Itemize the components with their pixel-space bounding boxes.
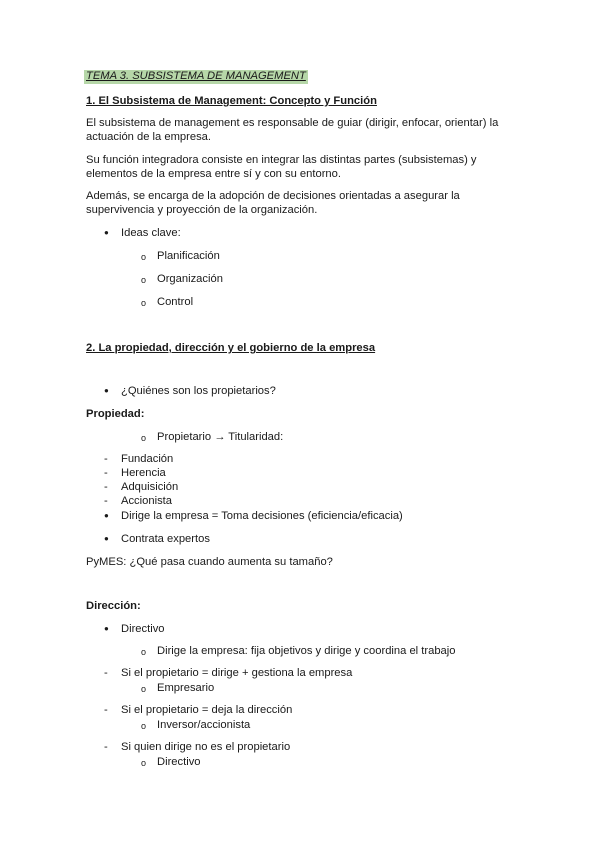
pymes-question: PyMES: ¿Qué pasa cuando aumenta su tamaño? xyxy=(86,556,333,568)
dash-item-herencia: Herencia xyxy=(121,467,166,479)
contrata-item: Contrata expertos xyxy=(121,533,210,545)
circle-bullet-icon: o xyxy=(141,721,147,731)
dash-icon: - xyxy=(104,495,108,507)
dash-icon: - xyxy=(104,667,108,679)
paragraph-1-line-1: El subsistema de management es responsable de guiar (dirigir, enfocar, orientar) la xyxy=(86,117,499,129)
idea-item-organizacion: Organización xyxy=(157,273,223,285)
dash-icon: - xyxy=(104,467,108,479)
paragraph-3-line-2: supervivencia y proyección de la organización. xyxy=(86,204,318,216)
idea-item-planificacion: Planificación xyxy=(157,250,220,262)
case-sub-directivo: Directivo xyxy=(157,756,201,768)
dash-icon: - xyxy=(104,704,108,716)
bullet-icon: ● xyxy=(104,534,109,543)
section-1-heading: 1. El Subsistema de Management: Concepto y Función xyxy=(86,95,377,107)
case-item-3: Si quien dirige no es el propietario xyxy=(121,741,291,753)
paragraph-2-line-2: elementos de la empresa entre sí y con su entorno. xyxy=(86,168,341,180)
bullet-icon: ● xyxy=(104,228,109,237)
dash-item-adquisicion: Adquisición xyxy=(121,481,179,493)
case-item-1: Si el propietario = dirige + gestiona la empresa xyxy=(121,667,353,679)
propietario-item: Propietario → Titularidad: xyxy=(157,431,284,443)
document-title: TEMA 3. SUBSISTEMA DE MANAGEMENT xyxy=(86,70,306,82)
circle-bullet-icon: o xyxy=(141,252,147,262)
direccion-label: Dirección: xyxy=(86,600,141,612)
paragraph-1-line-2: actuación de la empresa. xyxy=(86,131,212,143)
case-sub-inversor: Inversor/accionista xyxy=(157,719,251,731)
bullet-icon: ● xyxy=(104,386,109,395)
circle-bullet-icon: o xyxy=(141,298,147,308)
idea-item-control: Control xyxy=(157,296,194,308)
directivo-sub-item: Dirige la empresa: fija objetivos y dirige y coordina el trabajo xyxy=(157,645,456,657)
paragraph-3-line-1: Además, se encarga de la adopción de decisiones orientadas a asegurar la xyxy=(86,190,460,202)
owners-question: ¿Quiénes son los propietarios? xyxy=(121,385,276,397)
dash-icon: - xyxy=(104,453,108,465)
case-sub-empresario: Empresario xyxy=(157,682,215,694)
section-2-heading: 2. La propiedad, dirección y el gobierno de la empresa xyxy=(86,342,376,354)
propiedad-label: Propiedad: xyxy=(86,408,145,420)
dirige-item: Dirige la empresa = Toma decisiones (eficiencia/eficacia) xyxy=(121,510,403,522)
bullet-icon: ● xyxy=(104,511,109,520)
paragraph-2-line-1: Su función integradora consiste en integrar las distintas partes (subsistemas) y xyxy=(86,154,477,166)
circle-bullet-icon: o xyxy=(141,433,147,443)
dash-item-fundacion: Fundación xyxy=(121,453,174,465)
circle-bullet-icon: o xyxy=(141,684,147,694)
dash-item-accionista: Accionista xyxy=(121,495,172,507)
circle-bullet-icon: o xyxy=(141,647,147,657)
dash-icon: - xyxy=(104,741,108,753)
directivo-item: Directivo xyxy=(121,623,165,635)
ideas-label: Ideas clave: xyxy=(121,227,181,239)
case-item-2: Si el propietario = deja la dirección xyxy=(121,704,293,716)
dash-icon: - xyxy=(104,481,108,493)
circle-bullet-icon: o xyxy=(141,758,147,768)
bullet-icon: ● xyxy=(104,624,109,633)
circle-bullet-icon: o xyxy=(141,275,147,285)
